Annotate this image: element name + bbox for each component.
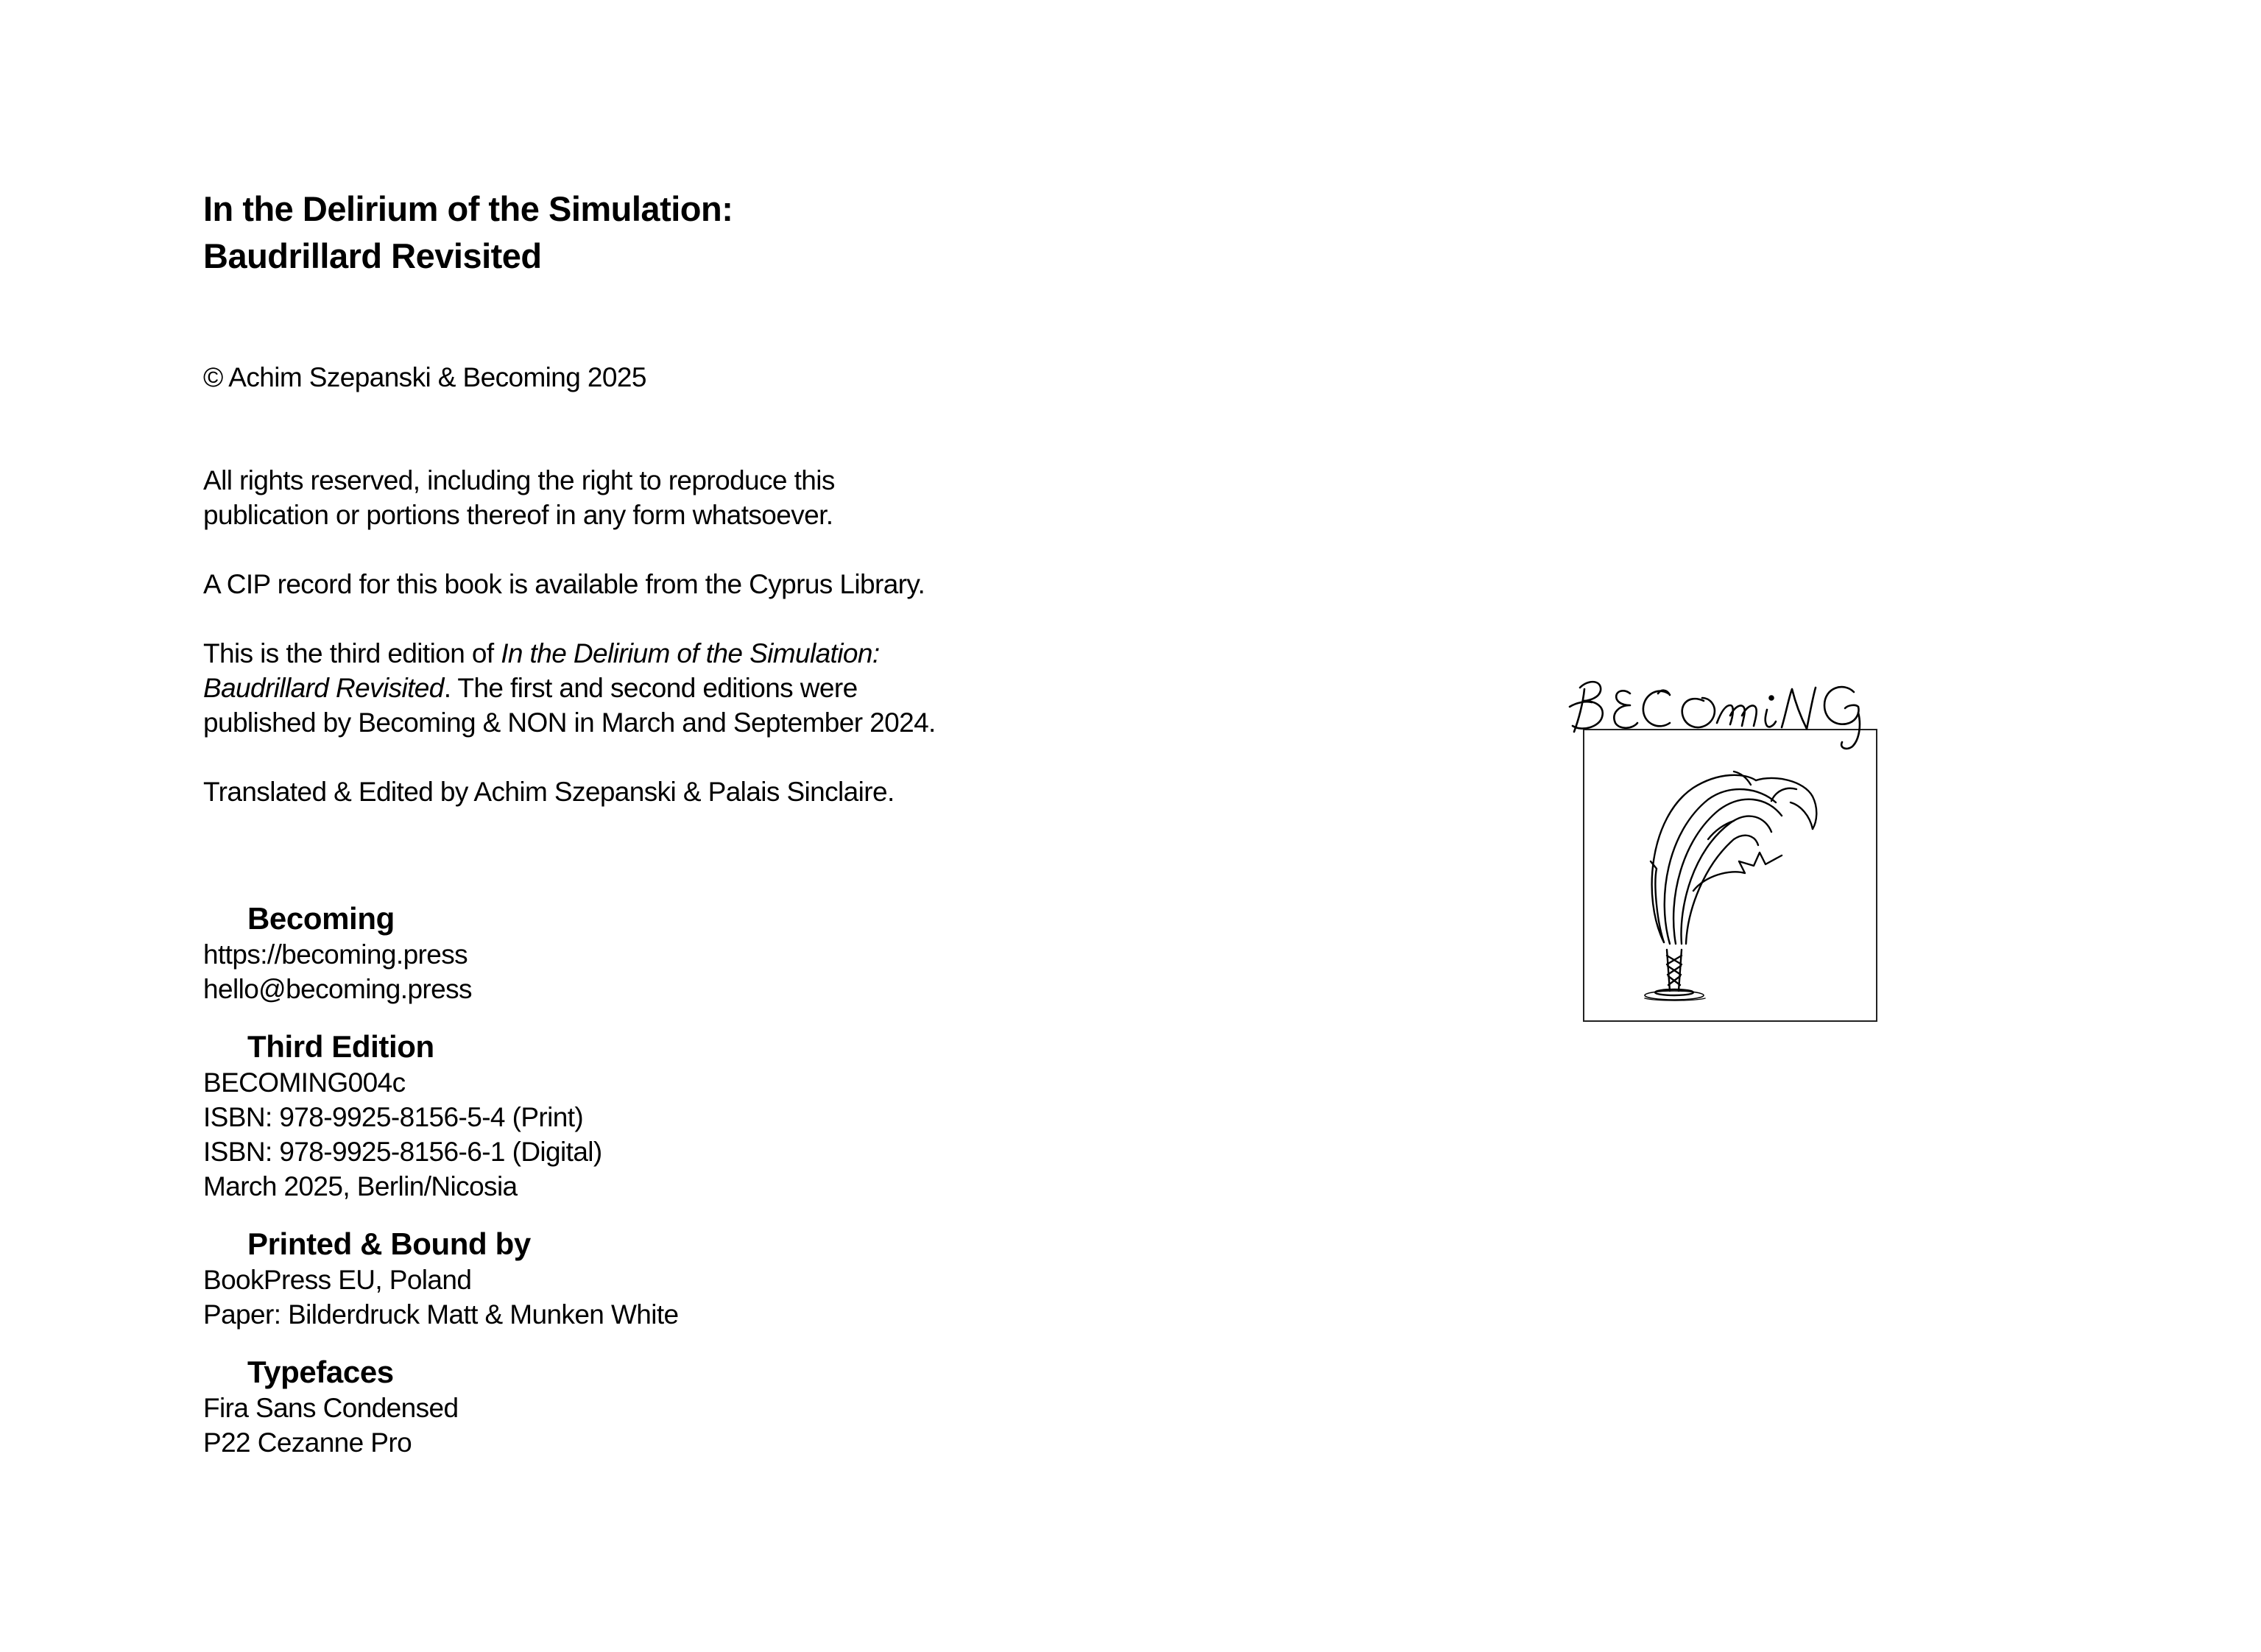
translation-credit: Translated & Edited by Achim Szepanski & Palais Sinclaire. [203,777,895,807]
edition-note-line-2 [203,671,1160,705]
edition-note-line-3: published by Becoming & NON in March and September 2024. [203,707,936,738]
typeface-1: Fira Sans Condensed [203,1393,459,1423]
becoming-wordmark [1559,671,1898,760]
book-title-line-1: In the Delirium of the Simulation: [203,189,733,228]
edition-note-line-1 [203,636,1160,671]
becoming-logo [1559,671,1898,1028]
edition-note-prefix: This is the third edition of [203,638,501,668]
edition-code: BECOMING004c [203,1067,406,1098]
publisher-section [203,900,1160,1006]
paper-info: Paper: Bilderdruck Matt & Munken White [203,1299,679,1330]
isbn-print: ISBN: 978-9925-8156-5-4 (Print) [203,1102,584,1132]
cip-record-text: A CIP record for this book is available from the Cyprus Library. [203,569,925,599]
printer-name: BookPress EU, Poland [203,1265,472,1295]
colophon-text-column [203,186,1160,1460]
printing-section [203,1226,1160,1332]
typeface-2: P22 Cezanne Pro [203,1427,412,1458]
book-title [203,186,1160,280]
rights-line-1: All rights reserved, including the right to reproduce this [203,465,835,495]
copyright-notice: © Achim Szepanski & Becoming 2025 [203,362,646,392]
printing-heading: Printed & Bound by [247,1226,531,1261]
publisher-website: https://becoming.press [203,939,468,970]
publisher-heading: Becoming [247,901,395,936]
publisher-email: hello@becoming.press [203,974,472,1004]
edition-section [203,1028,1160,1204]
edition-note-suffix: . The first and second editions were [443,673,858,703]
rights-line-2: publication or portions thereof in any form whatsoever. [203,500,833,530]
typefaces-section [203,1354,1160,1460]
typefaces-heading: Typefaces [247,1355,394,1389]
book-title-line-2: Baudrillard Revisited [203,236,542,275]
edition-date-place: March 2025, Berlin/Nicosia [203,1171,518,1201]
edition-heading: Third Edition [247,1029,434,1064]
edition-note-title-italic-1: In the Delirium of the Simulation: [501,638,880,668]
rights-block [203,463,1160,809]
fountain-icon [1583,729,1877,1022]
isbn-digital: ISBN: 978-9925-8156-6-1 (Digital) [203,1137,602,1167]
edition-note-title-italic-2: Baudrillard Revisited [203,673,444,703]
